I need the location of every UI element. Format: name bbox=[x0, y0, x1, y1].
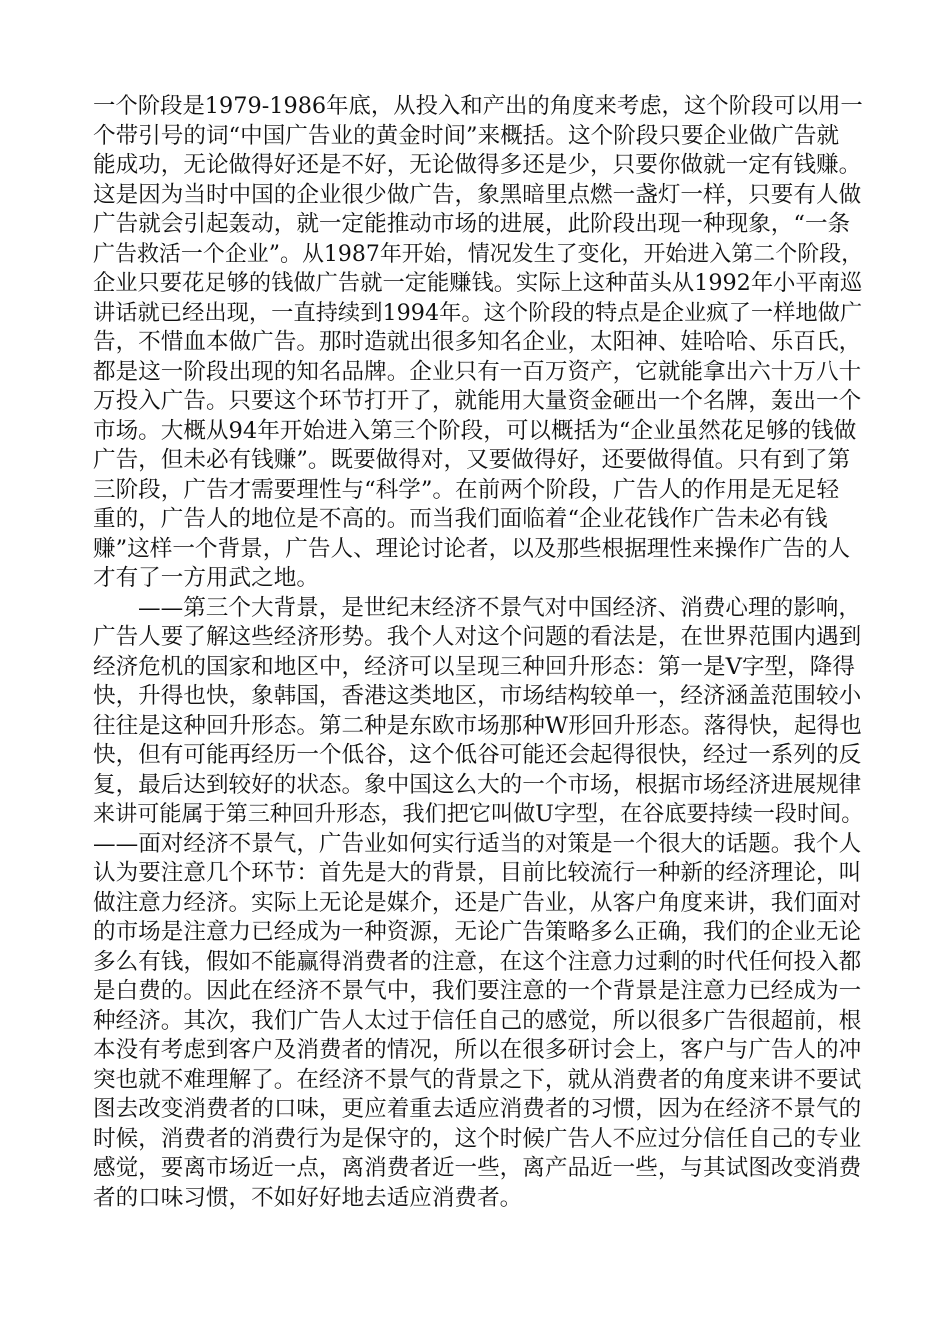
text-line: 讲话就已经出现，一直持续到1994年。这个阶段的特点是企业疯了一样地做广 bbox=[93, 299, 863, 326]
text-line: 多么有钱，假如不能赢得消费者的注意，在这个注意力过剩的时代任何投入都 bbox=[93, 948, 862, 975]
text-line: 都是这一阶段出现的知名品牌。企业只有一百万资产，它就能拿出六十万八十 bbox=[93, 358, 862, 385]
text-line: 复，最后达到较好的状态。象中国这么大的一个市场，根据市场经济进展规律 bbox=[93, 771, 862, 798]
text-line: 赚”这样一个背景，广告人、理论讨论者，以及那些根据理性来操作广告的人 bbox=[93, 535, 851, 562]
text-line: 做注意力经济。实际上无论是媒介，还是广告业，从客户角度来讲，我们面对 bbox=[93, 889, 862, 916]
text-line: 广告人要了解这些经济形势。我个人对这个问题的看法是，在世界范围内遇到 bbox=[93, 624, 862, 650]
text-line: 图去改变消费者的口味，更应着重去适应消费者的习惯，因为在经济不景气的 bbox=[93, 1096, 862, 1122]
text-line: 是白费的。因此在经济不景气中，我们要注意的一个背景是注意力已经成为一 bbox=[93, 978, 862, 1004]
text-line: 者的口味习惯，不如好好地去适应消费者。 bbox=[93, 1184, 523, 1211]
text-line: 这是因为当时中国的企业很少做广告，象黑暗里点燃一盏灯一样，只要有人做 bbox=[93, 181, 862, 208]
text-line: 时候，消费者的消费行为是保守的，这个时候广告人不应过分信任自己的专业 bbox=[93, 1125, 862, 1152]
text-line: 企业只要花足够的钱做广告就一定能赚钱。实际上这种苗头从1992年小平南巡 bbox=[93, 270, 863, 296]
text-line: 才有了一方用武之地。 bbox=[93, 565, 319, 591]
text-line: 来讲可能属于第三种回升形态，我们把它叫做U字型，在谷底要持续一段时间。 bbox=[93, 801, 864, 827]
text-line: 三阶段，广告才需要理性与“科学”。在前两个阶段，广告人的作用是无足轻 bbox=[93, 476, 840, 503]
text-line: 的市场是注意力已经成为一种资源，无论广告策略多么正确，我们的企业无论 bbox=[93, 919, 862, 945]
text-line: 广告，但未必有钱赚”。既要做得对，又要做得好，还要做得值。只有到了第 bbox=[93, 447, 851, 473]
text-line: 能成功，无论做得好还是不好，无论做得多还是少，只要你做就一定有钱赚。 bbox=[93, 152, 862, 178]
text-line: 感觉，要离市场近一点，离消费者近一些，离产品近一些，与其试图改变消费 bbox=[93, 1155, 862, 1181]
text-line: 广告救活一个企业”。从1987年开始，情况发生了变化，开始进入第二个阶段， bbox=[93, 241, 864, 267]
text-line: 快，升得也快，象韩国，香港这类地区，市场结构较单一，经济涵盖范围较小 bbox=[93, 683, 862, 709]
text-line: ——面对经济不景气，广告业如何实行适当的对策是一个很大的话题。我个人 bbox=[93, 830, 862, 857]
text-line: 重的，广告人的地位是不高的。而当我们面临着“企业花钱作广告未必有钱 bbox=[93, 506, 828, 532]
text-line: 万投入广告。只要这个环节打开了，就能用大量资金砸出一个名牌，轰出一个 bbox=[93, 388, 862, 414]
text-line: 快，但有可能再经历一个低谷，这个低谷可能还会起得很快，经过一系列的反 bbox=[93, 742, 862, 768]
text-line: 突也就不难理解了。在经济不景气的背景之下，就从消费者的角度来讲不要试 bbox=[93, 1066, 862, 1093]
text-line: 种经济。其次，我们广告人太过于信任自己的感觉，所以很多广告很超前，根 bbox=[93, 1007, 862, 1034]
text-line: 本没有考虑到客户及消费者的情况，所以在很多研讨会上，客户与广告人的冲 bbox=[93, 1037, 862, 1063]
text-line: 认为要注意几个环节：首先是大的背景，目前比较流行一种新的经济理论，叫 bbox=[93, 860, 862, 886]
text-line: 告，不惜血本做广告。那时造就出很多知名企业，太阳神、娃哈哈、乐百氏， bbox=[93, 329, 862, 355]
text-line: ——第三个大背景，是世纪末经济不景气对中国经济、消费心理的影响， bbox=[138, 594, 861, 621]
text-line: 个带引号的词“中国广告业的黄金时间”来概括。这个阶段只要企业做广告就 bbox=[93, 122, 840, 149]
text-line: 广告就会引起轰动，就一定能推动市场的进展，此阶段出现一种现象，“一条 bbox=[93, 211, 851, 237]
text-line: 往往是这种回升形态。第二种是东欧市场那种W形回升形态。落得快，起得也 bbox=[93, 712, 862, 739]
text-line: 经济危机的国家和地区中，经济可以呈现三种回升形态：第一是V字型，降得 bbox=[93, 653, 855, 680]
text-line: 一个阶段是1979-1986年底，从投入和产出的角度来考虑，这个阶段可以用一 bbox=[93, 93, 863, 119]
body-text bbox=[93, 92, 863, 1213]
text-line: 市场。大概从94年开始进入第三个阶段，可以概括为“企业虽然花足够的钱做 bbox=[93, 417, 857, 444]
